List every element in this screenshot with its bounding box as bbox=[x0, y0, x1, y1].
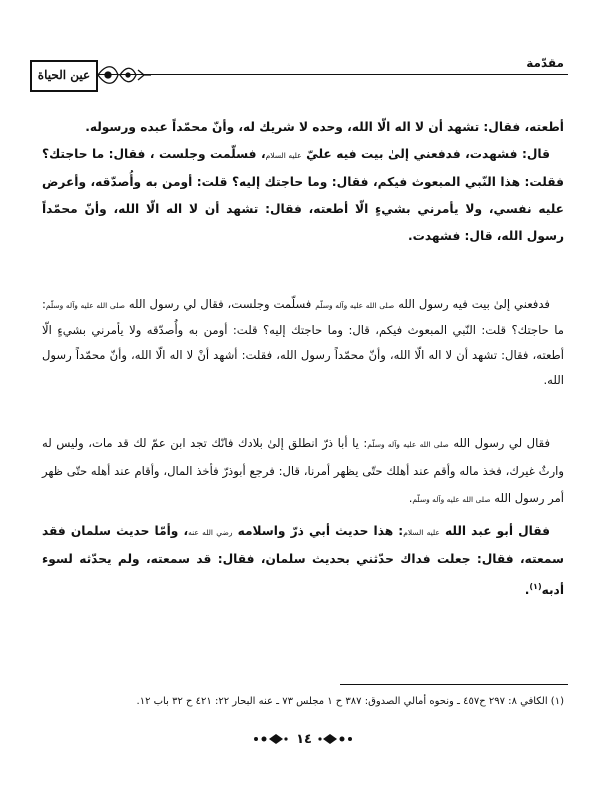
page-number: ١٤ bbox=[296, 732, 312, 747]
page-number-ornament-right-icon bbox=[318, 733, 354, 745]
honorific: رضي الله عنه bbox=[188, 528, 233, 537]
paragraph-1 bbox=[42, 114, 564, 250]
text-span: . bbox=[524, 583, 530, 598]
honorific: صلى الله عليه وآله وسلّم bbox=[412, 495, 491, 504]
book-title-box: عين الحياة bbox=[30, 60, 98, 92]
paragraph-1-line: أطعته، فقال: تشهد أن لا اله الّا الله، وحده لا شريك له، وأنّ محمّداً عبده ورسوله. bbox=[85, 120, 564, 134]
text-span: : ما حاجتك؟ قلت: النّبي المبعوث فيكم، قال: وما حاجتك إليه؟ قلت: أومن به وأُصدّقه ولا يأمرني بشيءٍ الّا أطعته، فقال: تشهد أن لا اله الّا الله، وأنّ محمّداً رسول الله، فقلت: أشهد أنْ لا اله الّا الله، وأنّ محمّداً رسول الله. bbox=[42, 297, 564, 387]
header-ornament-icon bbox=[96, 62, 152, 88]
paragraph-4 bbox=[42, 430, 564, 513]
text-span: : هذا حديث أبي ذرّ واسلامه bbox=[232, 524, 404, 538]
paragraph-5-text bbox=[42, 518, 564, 604]
text-span: : يا أبا ذرّ انطلق إلىٰ بلادك فانّك تجد ابن عمّ لك قد مات، وليس له وارثٌ غيرك، فخذ ماله وأقم عند أهلك حتّى يظهر أمرنا، قال: فرجع أبوذرّ فأخذ المال، وأقام عند أهله حتّى ظهر أمر رسول الله bbox=[42, 436, 564, 505]
text-span: . bbox=[408, 491, 413, 505]
footnote-rule bbox=[340, 684, 568, 685]
text-span: قال: فشهدت، فدفعني إلىٰ بيت فيه عليّ bbox=[301, 147, 550, 161]
page-number-wrap bbox=[0, 728, 608, 747]
text-span: ، وأمّا حديث سلمان فقد سمعته، فقال: جعلت فداك حدّثني بحديث سلمان، فقال: قد سمعته، ولم يحدّثه لسوء أدبه bbox=[42, 524, 564, 598]
paragraph-2-text bbox=[42, 141, 564, 250]
paragraph-5 bbox=[42, 518, 564, 604]
honorific: عليه السلام bbox=[265, 151, 302, 160]
paragraph-3 bbox=[42, 292, 564, 393]
honorific: عليه السلام bbox=[403, 528, 440, 537]
text-span: ، فسلّمت وجلست ، فقال: ما حاجتك؟ فقلت: هذا النّبي المبعوث فيكم، فقال: وما حاجتك إليه؟ قلت: أومن به وأُصدّقه، وأعرض عليه نفسي، ولا يأمرني بشيءٍ الّا أطعته، فقال: تشهد أن لا اله الّا الله، وأنّ محمّداً رسول الله، قال: فشهدت. bbox=[42, 147, 564, 243]
text-span: فقال أبو عبد الله bbox=[439, 524, 551, 538]
section-title: مقدّمة bbox=[526, 56, 564, 70]
text-span: فقال لي رسول الله bbox=[448, 436, 551, 450]
honorific: صلى الله عليه وآله وسلّم bbox=[315, 301, 395, 310]
honorific: صلى الله عليه وآله وسلّم bbox=[45, 301, 125, 310]
text-span: فسلّمت وجلست، فقال لي رسول الله bbox=[124, 297, 316, 311]
footnote: (١) الكافي ٨: ٢٩٧ ح٤٥٧ ـ ونحوه أمالي الصدوق: ٣٨٧ ح ١ مجلس ٧٣ ـ عنه البحار ٢٢: ٤٢١ ح ٣٢ باب ١٢. bbox=[136, 696, 564, 707]
footnote-marker[interactable]: (١) bbox=[529, 582, 542, 591]
honorific: صلى الله عليه وآله وسلّم bbox=[367, 440, 449, 449]
paragraph-4-text bbox=[42, 430, 564, 513]
text-span: فدفعني إلىٰ بيت فيه رسول الله bbox=[394, 297, 550, 311]
paragraph-3-text bbox=[42, 292, 564, 393]
